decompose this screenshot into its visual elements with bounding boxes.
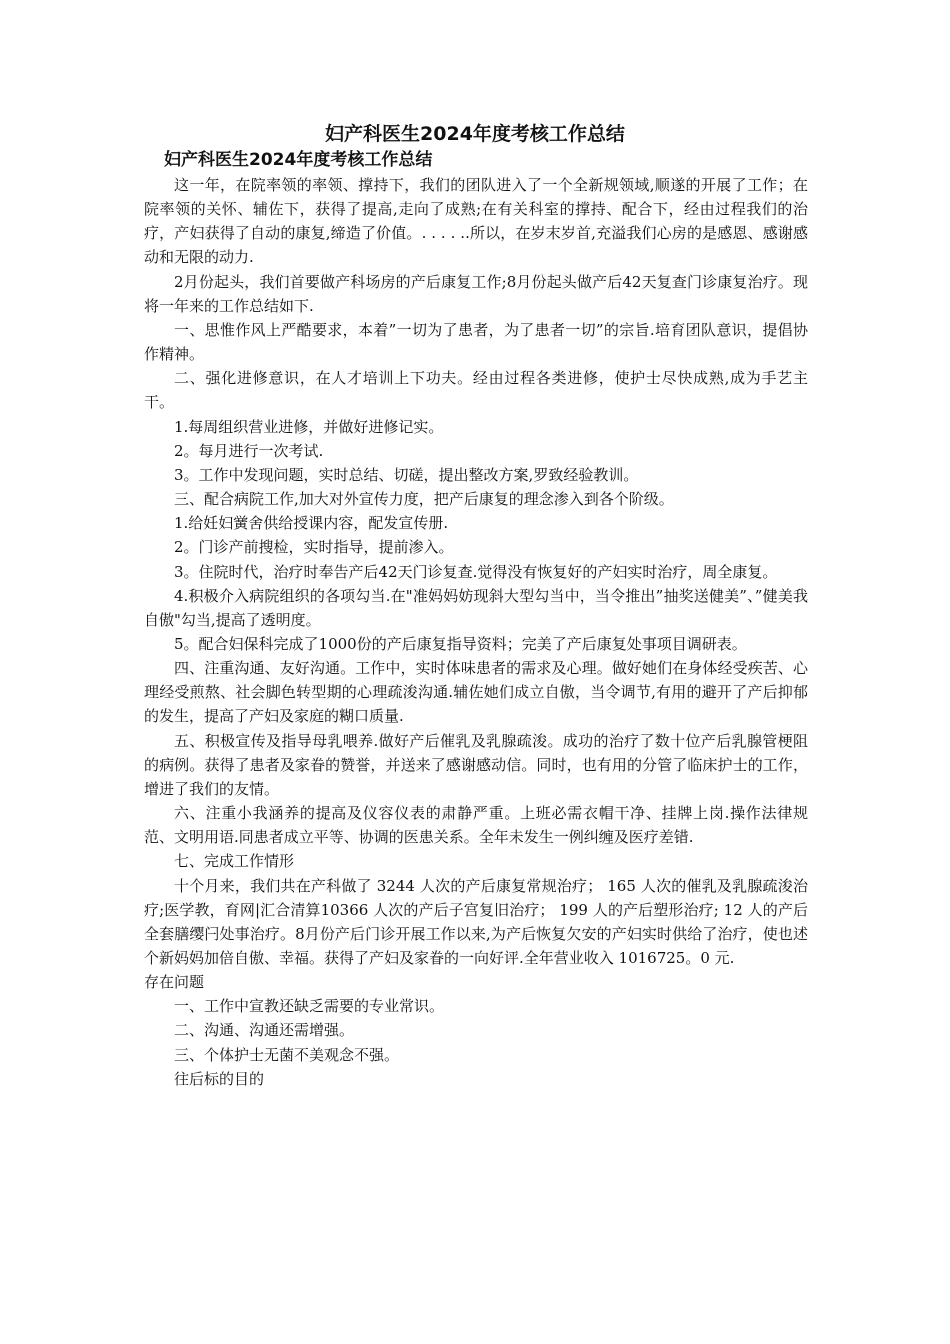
- paragraph-section-6: 六、注重小我涵养的提高及仪容仪表的肃静严重。上班必需衣帽干净、挂牌上岗.操作法律规范、文明用语.同患者成立平等、协调的医患关系。全年未发生一例纠缠及医疗差错.: [144, 804, 808, 847]
- issue-item: 三、个体护士无菌不美观念不强。: [174, 1045, 400, 1064]
- paragraph-item: 3。住院时代，治疗时奉告产后42天门诊复查.觉得没有恢复好的产妇实时治疗，周全康复。: [174, 562, 778, 581]
- paragraph-intro: 这一年，在院率领的率领、撑持下，我们的团队进入了一个全新规领域,顺遂的开展了工作；在院率领的关怀、辅佐下，获得了提高,走向了成熟;在有关科室的撑持、配合下，经由过程我们的治疗，产妇获得了自动的康复,缔造了价值。. . . . ..所以，在岁末岁首,充溢我们心房的是感恩、感谢感动和无限的动力.: [144, 176, 808, 267]
- paragraph-item: 3。工作中发现问题，实时总结、切磋，提出整改方案,罗致经验教训。: [174, 465, 639, 484]
- paragraph-item: 2。门诊产前搜检，实时指导，提前渗入。: [174, 538, 454, 557]
- issue-item: 二、沟通、沟通还需增强。: [174, 1021, 355, 1040]
- issues-heading: 存在问题: [144, 973, 205, 992]
- paragraph-statistics: 十个月来，我们共在产科做了 3244 人次的产后康复常规治疗； 165 人次的催乳及乳腺疏浚治疗;医学教，育网|汇合清算10366 人次的产后子宫复旧治疗； 199 人的产后塑形治疗; 12 人的产后全套膳缨闩处事治疗。8月份产后门诊开展工作以来,为产后恢复欠安的产妇实时供给了治疗，使也述个新妈妈加倍自傲、幸福。获得了产妇及家眷的一向好评.全年营业收入 1016725。0 元.: [144, 876, 808, 967]
- paragraph-section-4: 四、注重沟通、友好沟通。工作中，实时体味患者的需求及心理。做好她们在身体经受疾苦、心理经受煎熬、社会脚色转型期的心理疏浚沟通.辅佐她们成立自傲，当令调节,有用的避开了产后抑郁的发生，提高了产妇及家庭的糊口质量.: [144, 659, 808, 726]
- goals-heading: 往后标的目的: [174, 1069, 265, 1088]
- document-title: 妇产科医生2024年度考核工作总结: [325, 123, 625, 145]
- document-subtitle: 妇产科医生2024年度考核工作总结: [164, 150, 433, 170]
- paragraph-schedule: 2月份起头，我们首要做产科场房的产后康复工作;8月份起头做产后42天复查门诊康复治疗。现将一年来的工作总结如下.: [144, 272, 808, 315]
- paragraph-section-7: 七、完成工作情形: [174, 852, 295, 871]
- paragraph-item: 2。每月进行一次考试.: [174, 441, 324, 460]
- paragraph-item: 5。配合妇保科完成了1000份的产后康复指导资料；完美了产后康复处事项目调研表。: [174, 634, 747, 653]
- paragraph-section-2: 二、强化进修意识，在人才培训上下功夫。经由过程各类进修，使护士尽快成熟,成为手艺主干。: [144, 369, 808, 412]
- document-body: [144, 173, 808, 1091]
- paragraph-item: 1.给妊妇黉舍供给授课内容，配发宣传册.: [174, 514, 449, 533]
- paragraph-item: 4.积极介入病院组织的各项勾当.在"准妈妈妨现斜大型勾当中，当令推出”抽奖送健美”、”健美我自傲"勾当,提高了透明度。: [144, 586, 808, 629]
- paragraph-item: 1.每周组织营业进修，并做好进修记实。: [174, 417, 444, 436]
- paragraph-section-3: 三、配合病院工作,加大对外宣传力度，把产后康复的理念渗入到各个阶级。: [174, 490, 674, 509]
- paragraph-section-5: 五、积极宣传及指导母乳喂养.做好产后催乳及乳腺疏浚。成功的治疗了数十位产后乳腺管梗阻的病例。获得了患者及家眷的赞誉，并送来了感谢感动信。同时，也有用的分管了临床护士的工作，增进了我们的友情。: [144, 731, 808, 798]
- paragraph-section-1: 一、思惟作风上严酷要求，本着”一切为了患者，为了患者一切”的宗旨.培育团队意识，提倡协作精神。: [144, 320, 808, 364]
- issue-item: 一、工作中宣教还缺乏需要的专业常识。: [174, 997, 445, 1016]
